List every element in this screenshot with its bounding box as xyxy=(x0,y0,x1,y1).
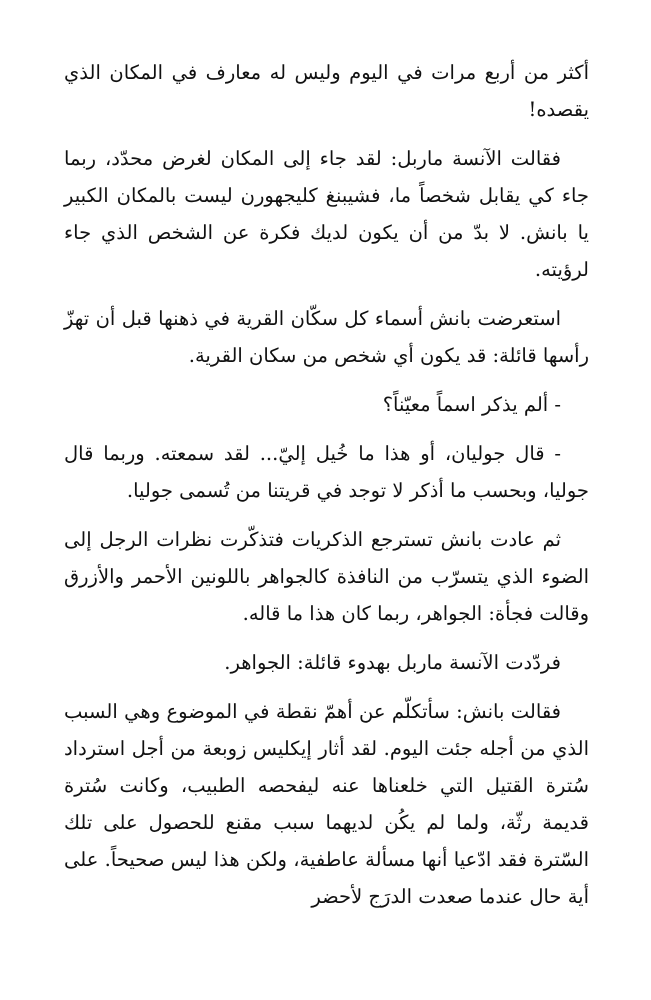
book-page xyxy=(64,54,589,1000)
paragraph-2: فقالت الآنسة ماربل: لقد جاء إلى المكان لغرض محدّد، ربما جاء كي يقابل شخصاً ما، فشيبنغ كليجهورن ليست بالمكان الكبير يا بانش. لا بدّ من أن يكون لديك فكرة عن الشخص الذي جاء لرؤيته. xyxy=(64,147,589,281)
dialogue-line-2: - قال جوليان، أو هذا ما خُيل إليّ... لقد سمعته. وربما قال جوليا، وبحسب ما أذكر لا توجد في قريتنا من تُسمى جوليا. xyxy=(64,442,589,502)
dialogue-line-1: - ألم يذكر اسماً معيّناً؟ xyxy=(382,393,561,416)
paragraph-6: ثم عادت بانش تسترجع الذكريات فتذكّرت نظرات الرجل إلى الضوء الذي يتسرّب من النافذة كالجواهر باللونين الأحمر والأزرق وقالت فجأة: الجواهر، ربما كان هذا ما قاله. xyxy=(64,528,589,625)
paragraph-1: أكثر من أربع مرات في اليوم وليس له معارف في المكان الذي يقصده! xyxy=(64,61,589,121)
paragraph-8: فقالت بانش: سأتكلّم عن أهمّ نقطة في الموضوع وهي السبب الذي من أجله جئت اليوم. لقد أثار إيكليس زوبعة من أجل استرداد سُترة القتيل التي خلعناها عنه ليفحصه الطبيب، وكانت سُترة قديمة رثّة، ولما لم يكُن لديهما سبب مقنع للحصول على تلك السّترة فقد ادّعيا أنها مسألة عاطفية، ولكن هذا ليس صحيحاً. على أية حال عندما صعدت الدرَج لأحضر xyxy=(64,700,589,908)
paragraph-3: استعرضت بانش أسماء كل سكّان القرية في ذهنها قبل أن تهزّ رأسها قائلة: قد يكون أي شخص من سكان القرية. xyxy=(64,307,589,367)
paragraph-7: فردّدت الآنسة ماربل بهدوء قائلة: الجواهر. xyxy=(224,651,561,674)
